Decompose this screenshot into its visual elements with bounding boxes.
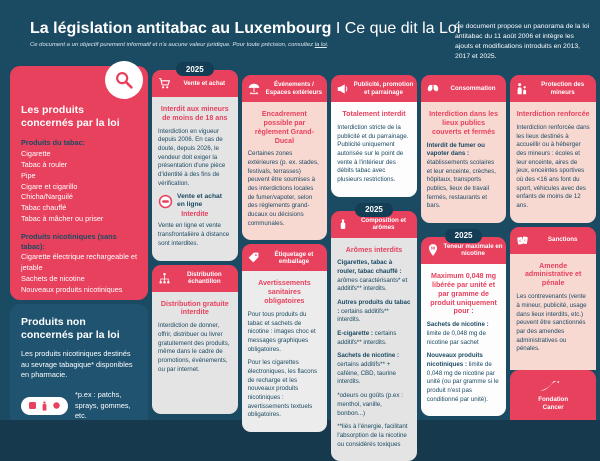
cessation-footnote: *p.ex : patchs, sprays, gommes, etc.: [75, 389, 131, 421]
online-sale-text: Vente en ligne et vente transfrontalière à distance sont interdites.: [158, 222, 230, 247]
band-label: Publicité, promotion et parrainage: [353, 81, 414, 96]
section-text: Nouveaux produits nicotiniques : limite de 0,048 mg de nicotine par unité (ou par gramme si le produit n'est pas conditionné par unité).: [426, 352, 499, 403]
spacer: [510, 62, 596, 75]
gum-icon: [52, 401, 61, 410]
online-ban-icon: [158, 194, 173, 209]
search-icon: [105, 61, 143, 99]
band-publicite: [331, 75, 417, 102]
column-consommation: [421, 62, 507, 420]
band-distribution: [152, 265, 238, 292]
disclaimer-text: Ce document a un objectif purement informatif et n'a aucune valeur juridique. Pour toute précision, consultez la loi.: [30, 41, 329, 48]
list-item: Pipe: [21, 170, 36, 180]
covered-title: Les produits concernés par la loi: [21, 104, 120, 130]
band-label: Sanctions: [547, 236, 578, 244]
section-amende: [510, 254, 596, 370]
section-title: Avertissements sanitaires obligatoires: [258, 279, 311, 306]
section-title: Maximum 0,048 mg libérée par unité et par gramme de produit uniquement pour :: [430, 271, 497, 316]
band-etiquetage: [242, 244, 328, 271]
spacer: [421, 62, 507, 75]
patch-icon: [28, 401, 37, 410]
column-publicite: [331, 62, 417, 448]
tag-icon: [245, 251, 263, 264]
svg-text:€: €: [518, 238, 522, 243]
list-item: Tabac à rouler: [21, 159, 68, 169]
pin-ni-icon: [424, 243, 442, 257]
section-text: Interdiction en vigueur depuis 2006. En cas de doute, depuis 2026, le vendeur doit exiger la présentation d'une pièce d'identité à des fins de vérification.: [158, 127, 226, 187]
cessation-product-icons: [21, 397, 68, 415]
section-text: Sachets de nicotine : limite de 0,048 mg de nicotine par sachet: [426, 321, 489, 346]
section-text: Interdiction stricte de la publicité et du parrainage. Publicité uniquement autorisée sur le point de vente à l'intérieur des débits tabac avec plusieurs restrictions.: [337, 123, 409, 183]
section-lieux-publics: [421, 102, 507, 223]
section-title: Totalement interdit: [342, 110, 406, 118]
section-title: Interdit aux mineurs de moins de 18 ans: [160, 105, 229, 122]
section-interdiction-renforcee: [510, 102, 596, 223]
tobacco-list: [21, 149, 137, 226]
column-protection-mineurs: [510, 62, 596, 420]
section-text: Pour tous produits du tabac et sachets de nicotine : images choc et messages graphiques obligatoires.: [247, 311, 316, 353]
products-covered-panel: [10, 66, 148, 300]
band-label: Distribution échantillon: [186, 270, 222, 285]
list-item: Cigare et cigarillo: [21, 181, 78, 191]
band-label: Vente et achat: [183, 79, 226, 87]
column-vente-achat: [152, 62, 238, 420]
section-pub-interdit: [331, 102, 417, 197]
nicotine-heading: Produits nicotiniques (sans tabac):: [21, 232, 117, 251]
header-note: Ce document propose un panorama de la loi antitabac du 11 août 2006 et intègre les ajouts et modifications introduits en 2013, 2017 et 2025.: [455, 23, 590, 60]
section-teneur: [421, 264, 507, 416]
year-badge: 2025: [176, 62, 214, 76]
section-text: E-cigarette : certains additifs** interdits.: [337, 330, 397, 346]
section-minors: [152, 97, 238, 261]
band-label: Consommation: [450, 84, 496, 92]
megaphone-icon: [334, 82, 352, 96]
band-label: Événements / Espaces extérieurs: [265, 81, 323, 96]
tobacco-heading: Produits du tabac:: [21, 138, 86, 148]
section-title: Interdiction dans les lieux publics couverts et fermés: [429, 110, 499, 136]
section-title: Encadrement possible par règlement Grand-Ducal: [254, 110, 314, 145]
section-avertissements: [242, 271, 328, 432]
swoosh-bird-icon: [536, 379, 570, 394]
section-text: Interdiction renforcée dans les lieux destinés à accueillir ou à héberger des mineurs : écoles et leur enceinte, aires de jeux, enceintes sportives où des <16 ans font du sport, véhicules avec des enfants de moins de 12 ans.: [516, 123, 590, 209]
cessation-products-row: [21, 390, 137, 422]
online-sale-status: Interdite: [181, 211, 209, 219]
lungs-icon: [424, 82, 442, 96]
section-text: Certaines zones extérieures (p. ex. stades, festivals, terrasses) peuvent être soumises à des interdictions locales de fumer/vapoter, selon des règlements grand-ducaux ou décisions communales.: [247, 150, 319, 227]
band-label: Étiquetage et emballage: [274, 250, 314, 265]
svg-text:x: x: [523, 237, 526, 242]
sanctions-icon: [513, 234, 531, 247]
header: [30, 20, 461, 48]
footnote: *odeurs ou goûts (p.ex : menthol, vanille, bonbon...): [337, 392, 403, 417]
logo-text: Fondation Cancer: [538, 396, 569, 411]
law-columns: [152, 62, 596, 448]
section-text: Interdit de fumer ou vapoter dans : établissements scolaires et leur enceinte, crèches, hôpitaux, transports publics, lieux de travail fermés, restaurants et bars.: [426, 141, 496, 210]
svg-text:Ni: Ni: [430, 246, 435, 252]
bottle-icon: [334, 218, 352, 231]
section-title: Amende administrative et pénale: [524, 261, 582, 288]
list-item: Sachets de nicotine: [21, 274, 85, 284]
list-item: Cigarette: [21, 148, 51, 158]
list-item: Nouveaux produits nicotiniques: [21, 285, 123, 295]
section-encadrement: [242, 102, 328, 240]
section-text: Autres produits du tabac : certains additifs** interdits.: [337, 299, 411, 324]
products-not-covered-panel: [10, 304, 148, 420]
law-link[interactable]: la loi: [314, 41, 327, 48]
nicotine-list: [21, 252, 137, 296]
section-distribution: [152, 292, 238, 415]
section-aromes: [331, 238, 417, 461]
band-protection: [510, 75, 596, 102]
section-text: Interdiction de donner, offrir, distribuer ou livrer gratuitement des produits, même dans le cadre de promotions, événements, ou par internet.: [158, 322, 230, 373]
family-icon: [513, 82, 531, 96]
page-title: La législation antitabac au Luxembourg I Ce que dit la Loi: [30, 20, 461, 37]
online-sale-label: Vente et achat en ligne: [177, 193, 222, 209]
section-text: Sachets de nicotine : certains additifs** + caféine, CBD, taurine interdits.: [337, 352, 400, 386]
spacer: [331, 62, 417, 75]
not-covered-text: Les produits nicotiniques destinés au sevrage tabagique* disponibles en pharmacie.: [21, 349, 133, 380]
spray-icon: [41, 401, 48, 411]
distribution-icon: [155, 272, 173, 285]
spacer: [242, 62, 328, 75]
fondation-cancer-logo: [510, 370, 596, 420]
list-item: Tabac chauffé: [21, 203, 67, 213]
list-item: Cigarette électrique rechargeable et jetable: [21, 252, 138, 273]
list-item: Tabac à mâcher ou priser: [21, 214, 104, 224]
column-evenements: [242, 62, 328, 420]
section-title: Interdiction renforcée: [516, 110, 590, 118]
year-badge: 2025: [355, 203, 393, 217]
section-title: Arômes interdits: [345, 245, 403, 254]
section-text: Pour les cigarettes électroniques, les flacons de recharge et les nouveaux produits nicotiniques : avertissements textuels obligatoires.: [247, 359, 318, 419]
band-consommation: [421, 75, 507, 102]
band-label: Composition et arômes: [360, 216, 406, 232]
section-text: Les contrevenants (vente à mineur, publicité, usage dans lieux interdits, etc.) peuvent être sanctionnés par des amendes administratives ou pénales.: [516, 293, 587, 353]
not-covered-title: Produits non concernés par la loi: [21, 316, 120, 342]
list-item: Chicha/Narguilé: [21, 192, 73, 202]
band-sanctions: [510, 227, 596, 254]
footnote: **liés à l'énergie, facilitant l'absorption de la nicotine ou considérés toxiques: [337, 423, 408, 448]
online-sale-row: [158, 193, 232, 209]
band-evenements: [242, 75, 328, 102]
band-label: Teneur maximale en nicotine: [443, 243, 503, 258]
cart-icon: [155, 77, 173, 90]
section-title: Distribution gratuite interdite: [160, 299, 229, 317]
section-text: Cigarettes, tabac à rouler, tabac chauffé : arômes caractérisants* et additifs** interdits.: [337, 259, 408, 293]
parasol-icon: [245, 82, 263, 96]
year-badge: 2025: [445, 229, 483, 243]
band-label: Protection des mineurs: [541, 81, 585, 96]
